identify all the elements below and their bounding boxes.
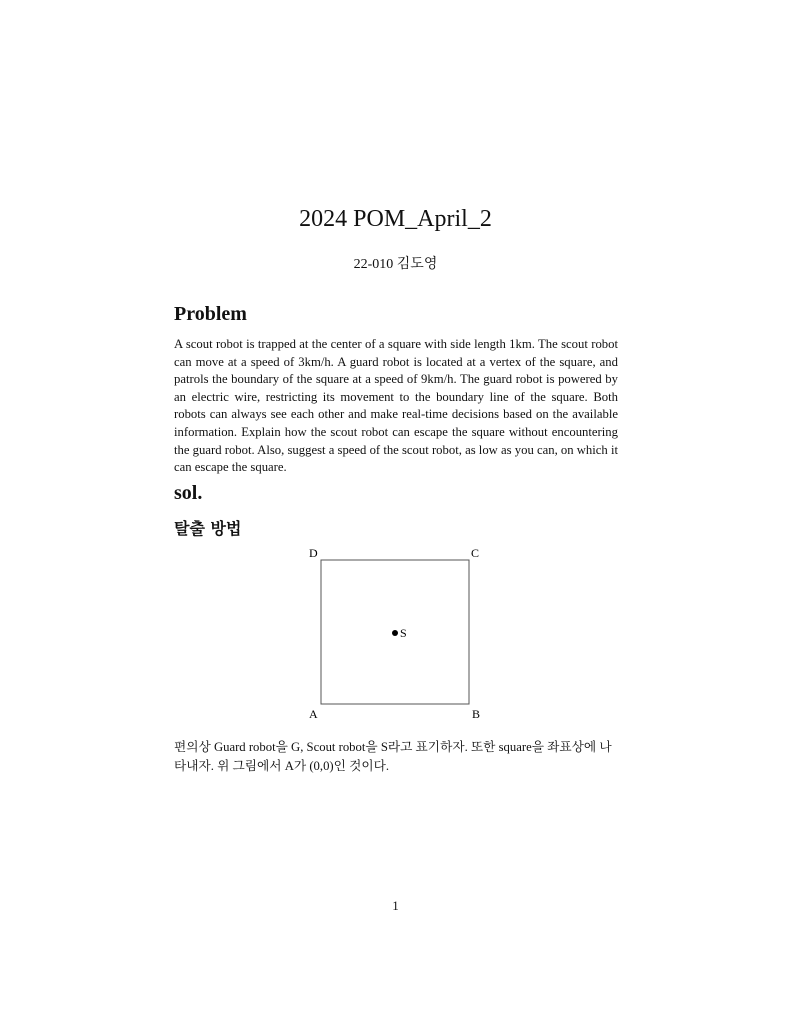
square-diagram <box>300 540 500 730</box>
label-a: A <box>309 707 318 721</box>
notation-paragraph: 편의상 Guard robot을 G, Scout robot을 S라고 표기하자. 또한 square을 좌표상에 나타내자. 위 그림에서 A가 (0,0)인 것이다. <box>174 740 612 773</box>
author-line: 22-010 김도영 <box>353 257 438 272</box>
page-title: 2024 POM_April_2 <box>299 206 492 232</box>
problem-paragraph: A scout robot is trapped at the center of a square with side length 1km. The scout robot can move at a speed of 3km/h. A guard robot is located at a vertex of the square, and patrols the boundary of the square at a speed of 9km/h. The guard robot is powered by an electric wire, restricting its movement to the boundary line of the square. Both robots can always see each other and make real-time decisions based on the available information. Explain how the scout robot can escape the square without encountering the guard robot. Also, suggest a speed of the scout robot, as low as you can, on which it can escape the square. <box>174 337 618 475</box>
label-d: D <box>309 546 318 560</box>
problem-heading: Problem <box>174 303 247 325</box>
escape-method-heading: 탈출 방법 <box>174 519 242 538</box>
page-number: 1 <box>392 898 399 913</box>
label-s: S <box>400 626 407 640</box>
label-b: B <box>472 707 481 721</box>
scout-point <box>392 630 398 636</box>
label-c: C <box>471 546 480 560</box>
solution-heading: sol. <box>174 482 203 504</box>
